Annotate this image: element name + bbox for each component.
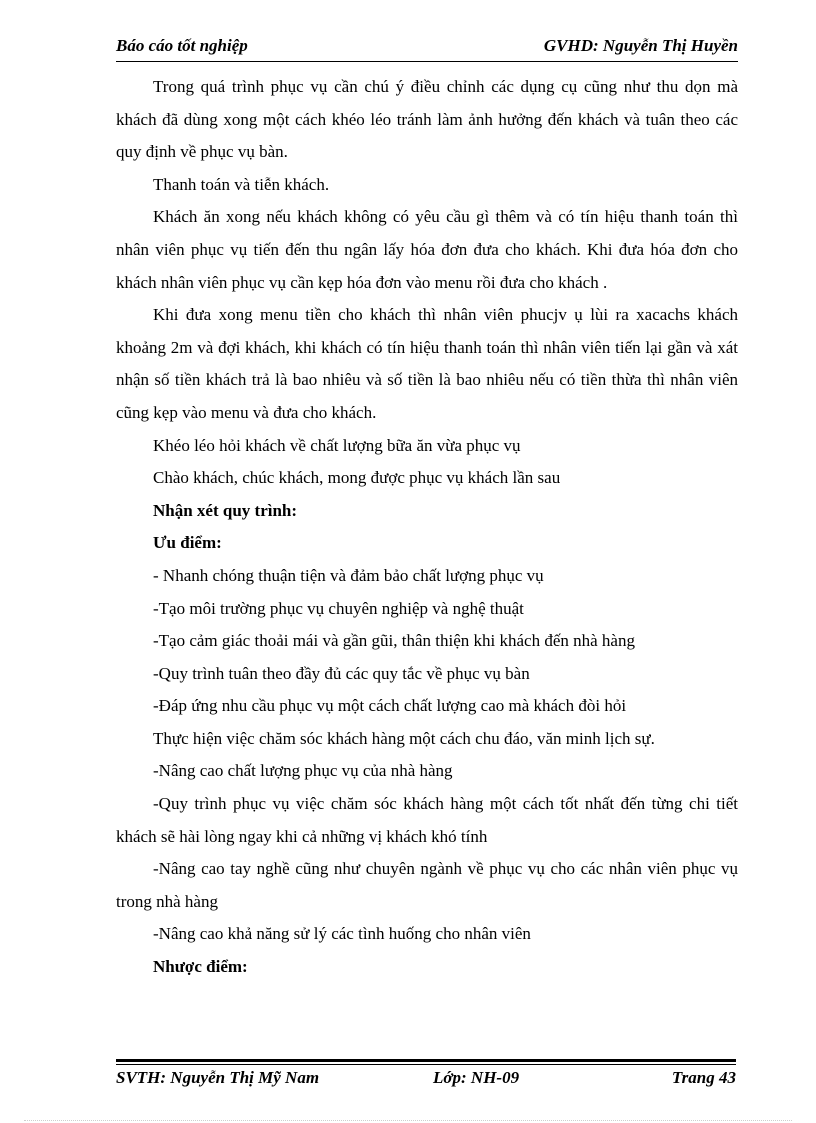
list-item: -Tạo môi trường phục vụ chuyên nghiệp và nghệ thuật: [153, 598, 524, 618]
list-item: -Quy trình phục vụ việc chăm sóc khách hàng một cách tốt nhất đến từng chi tiết khách sẽ hài lòng ngay khi cả những vị khách khó tính: [116, 794, 738, 846]
section-heading: Nhận xét quy trình:: [153, 500, 298, 520]
header-advisor: GVHD: Nguyễn Thị Huyền: [543, 36, 738, 55]
paragraph: Khách ăn xong nếu khách không có yêu cầu gì thêm và có tín hiệu thanh toán thì nhân viên phục vụ tiến đến thu ngân lấy hóa đơn đưa cho khách. Khi đưa hóa đơn cho khách nhân viên phục vụ cần kẹp hóa đơn vào menu rồi đưa cho khách .: [116, 207, 738, 292]
list-item: -Nâng cao khả năng sử lý các tình huống cho nhân viên: [153, 924, 531, 944]
footer-class: Lớp: NH-09: [433, 1068, 520, 1087]
paragraph: Khi đưa xong menu tiền cho khách thì nhân viên phucjv ụ lùi ra xacachs khách khoảng 2m và đợi khách, khi khách có tín hiệu thanh toán thì nhân viên tiến lại gần và xát nhận số tiền khách trả là bao nhiêu và số tiền là bao nhiêu nếu có tiền thừa thì nhân viên cũng kẹp vào menu và đưa cho khách.: [116, 305, 738, 422]
list-item: -Đáp ứng nhu cầu phục vụ một cách chất lượng cao mà khách đòi hỏi: [153, 696, 627, 716]
list-item: -Tạo cảm giác thoải mái và gần gũi, thân thiện khi khách đến nhà hàng: [153, 631, 635, 651]
page-footer: [116, 1068, 736, 1092]
paragraph: Khéo léo hỏi khách về chất lượng bữa ăn vừa phục vụ: [153, 435, 521, 455]
list-item: -Nâng cao chất lượng phục vụ của nhà hàng: [153, 761, 453, 781]
page-bottom-dotted-line: [24, 1120, 792, 1121]
document-body: [116, 71, 738, 984]
paragraph: Trong quá trình phục vụ cần chú ý điều chỉnh các dụng cụ cũng như thu dọn mà khách đã dùng xong một cách khéo léo tránh làm ảnh hưởng đến khách và tuân theo các quy định về phục vụ bàn.: [116, 77, 738, 162]
subsection-heading: Ưu điểm:: [153, 533, 222, 553]
page-header: [116, 36, 738, 62]
footer-divider-thin: [116, 1064, 736, 1065]
header-report-title: Báo cáo tốt nghiệp: [116, 36, 248, 55]
footer-divider-thick: [116, 1059, 736, 1062]
list-item: -Quy trình tuân theo đầy đủ các quy tắc về phục vụ bàn: [153, 663, 530, 683]
footer-page-number: Trang 43: [671, 1068, 736, 1087]
paragraph: Thanh toán và tiễn khách.: [153, 174, 330, 194]
subsection-heading: Nhược điểm:: [153, 957, 248, 977]
paragraph: Thực hiện việc chăm sóc khách hàng một cách chu đáo, văn minh lịch sự.: [153, 728, 655, 748]
paragraph: Chào khách, chúc khách, mong được phục vụ khách lần sau: [153, 468, 561, 488]
list-item: - Nhanh chóng thuận tiện và đảm bảo chất lượng phục vụ: [153, 565, 544, 585]
header-divider: [116, 61, 738, 62]
list-item: -Nâng cao tay nghề cũng như chuyên ngành về phục vụ cho các nhân viên phục vụ trong nhà hàng: [116, 859, 738, 911]
footer-student: SVTH: Nguyễn Thị Mỹ Nam: [116, 1068, 320, 1087]
